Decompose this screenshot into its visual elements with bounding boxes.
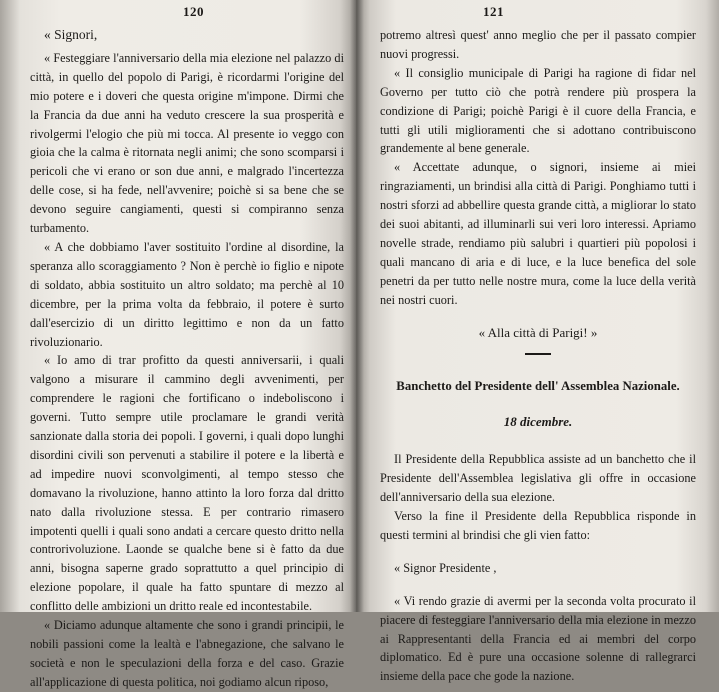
left-page bbox=[0, 0, 356, 689]
paragraph: « Diciamo adunque altamente che sono i grandi principii, le nobili passioni come la lealtà e l'abnegazione, che salvano le società e non le speculazioni della forza e del caso. Grazie all'applicazione di questa politica, noi godiamo alcun riposo, bbox=[30, 618, 344, 689]
salutation: « Signor Presidente , bbox=[394, 560, 497, 575]
paragraph: « Vi rendo grazie di avermi per la seconda volta procurato il piacere di festeggiare l'anniversario della mia elezione in mezzo ai Rappresentanti della Francia ed ai membri del corpo diplomatico. Ed è pure una occasione solenne di rallegrarci insieme della pace che gode la nazione. bbox=[380, 593, 696, 684]
toast-line: « Alla città di Parigi! » bbox=[478, 324, 598, 340]
paragraph: « Il consiglio municipale di Parigi ha ragione di fidar nel Governo per tutto ciò che potrà rendere più prospera la condizione di Parigi; poichè Parigi è il cuore della Francia, e tutti gli utili miglioramenti che si adottano contribuiscono grandemente al bene generale. bbox=[380, 65, 696, 156]
book-gutter bbox=[350, 0, 364, 612]
paragraph: « Accettate adunque, o signori, insieme ai miei ringraziamenti, un brindisi alla città di Parigi. Ponghiamo tutti i nostri sforzi ad abbellire questa grande città, a migliorar lo stato dei suoi abitanti, ad illuminarli sui veri loro interessi. Apriamo novelle strade, rendiamo più salubri i quartieri più popolosi i quali mancano di aria e di luce, e la luce benefica del sole penetri da per tutto nelle nostre mura, come la luce della verità nei nostri cuori. bbox=[380, 160, 696, 307]
paragraph: « A che dobbiamo l'aver sostituito l'ordine al disordine, la speranza allo scoraggiamento ? Non è perchè io figlio e nipote di soldato, abbia sostituito un altro soldato; ma perchè al 10 dicembre, per la prima volta da febbraio, il potere è surto dall'esercizio di un diritto legittimo e non da un fatto rivoluzionario. bbox=[30, 239, 344, 349]
section-divider bbox=[525, 353, 551, 355]
paragraph: Il Presidente della Repubblica assiste ad un banchetto che il Presidente dell'Assemblea legislativa gli offre in occasione dell'anniversario della sua elezione. bbox=[380, 452, 696, 505]
right-page bbox=[356, 0, 719, 684]
paragraph: « Io amo di trar profitto da questi anniversarii, i quali valgono a misurare il cammino degli avvenimenti, per comprendere le ragioni che fortificano o indeboliscono i governi. Tutto sempre utile proclamare le grandi verità sanzionate dalla storia dei popoli. I governi, i quali dopo lunghi disordini civili son pervenuti a stabilire il potere e la libertà e ad impedire nuovi sconvolgimenti, al tempo stesso che domavano la rivoluzione, hanno attinto la loro forza dal dritto nato dalla rivoluzione stessa. E per contrario rimasero impotenti quelli i quali sono andati a cercare questo dritto nella controrivoluzione. Laonde se qualche bene si è fatto da due anni, bisogna saperne grado soprattutto a quel principio di elezione popolare, il quale ha fatto spuntare di mezzo al conflitto delle ambizioni un dritto reale ed incontestabile. bbox=[30, 353, 344, 614]
spacer bbox=[380, 578, 696, 592]
salutation: « Signori, bbox=[44, 27, 98, 42]
spacer bbox=[380, 545, 696, 559]
paragraph: potremo altresì quest' anno meglio che per il passato compier nuovi progressi. bbox=[380, 28, 696, 61]
page-number: 120 bbox=[183, 4, 204, 19]
section-heading: Banchetto del Presidente dell' Assemblea Nazionale. bbox=[396, 378, 680, 393]
page-content bbox=[380, 26, 696, 686]
paragraph: Verso la fine il Presidente della Repubblica risponde in questi termini al brindisi che gli vien fatto: bbox=[380, 509, 696, 542]
page-content bbox=[30, 26, 344, 692]
paragraph: « Festeggiare l'anniversario della mia elezione nel palazzo di città, in quello del popolo di Parigi, è ricordarmi l'origine del mio potere e i doveri che questa origine m'impone. Dirmi che la Francia da due anni ha veduto crescere la sua prosperità e rivolgermi l'elogio che più mi tocca. Al presente io veggo con gioia che la calma è ritornata negli animi; che sono scomparsi i pericoli che vi erano or son due anni, e malgrado l'incertezza delle cose, si ha fede, nell'avvenire; poichè si sa bene che se devono seguire cangiamenti, questi si compiranno senza turbamento. bbox=[30, 50, 344, 236]
dateline: 18 dicembre. bbox=[503, 414, 573, 430]
page-number: 121 bbox=[483, 4, 504, 19]
